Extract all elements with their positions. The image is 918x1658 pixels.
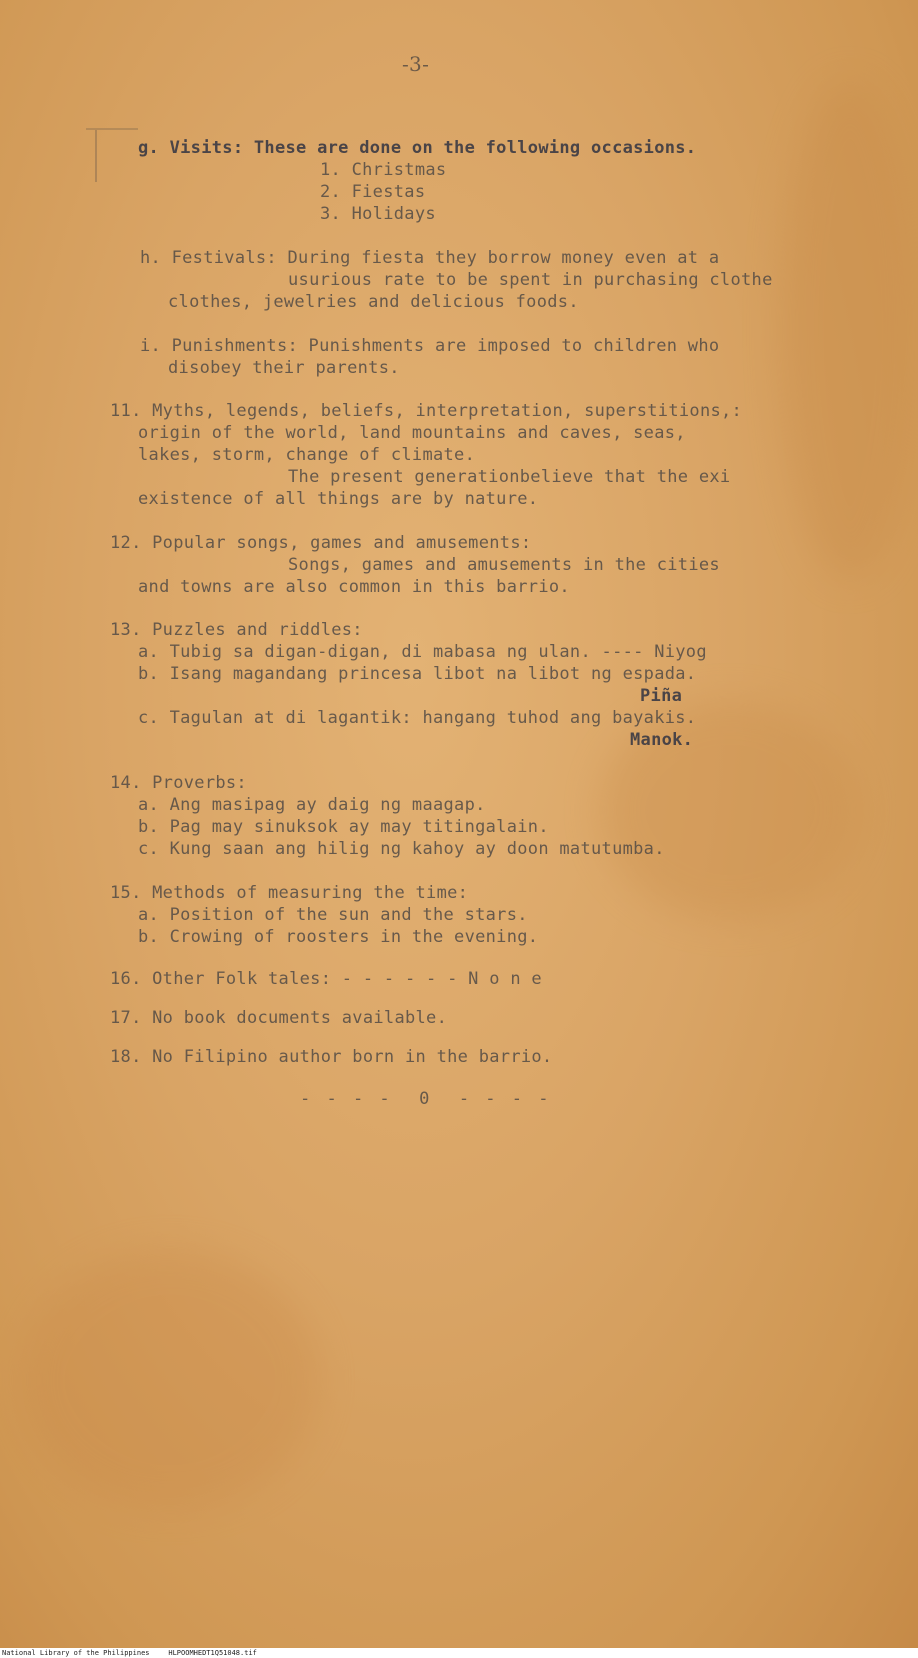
section-i-line-2: disobey their parents. bbox=[168, 358, 400, 378]
section-i-line-1: i. Punishments: Punishments are imposed to children who bbox=[140, 336, 720, 356]
section-11-line-3: lakes, storm, change of climate. bbox=[138, 445, 476, 465]
page-number: -3- bbox=[402, 52, 430, 76]
riddle-b-answer: Piña bbox=[640, 686, 683, 706]
section-11-line-4: The present generationbelieve that the exi bbox=[288, 467, 731, 487]
end-separator: - - - - 0 - - - - bbox=[300, 1089, 552, 1109]
riddle-c: c. Tagulan at di lagantik: hangang tuhod ang bayakis. bbox=[138, 708, 697, 728]
section-18: 18. No Filipino author born in the barrio. bbox=[110, 1047, 553, 1067]
section-h-line-1: h. Festivals: During fiesta they borrow money even at a bbox=[140, 248, 720, 268]
section-17: 17. No book documents available. bbox=[110, 1008, 448, 1028]
section-g-item-3: 3. Holidays bbox=[320, 204, 436, 224]
riddle-c-answer: Manok. bbox=[630, 730, 694, 750]
section-h-line-2: usurious rate to be spent in purchasing clothe bbox=[288, 270, 773, 290]
margin-mark bbox=[86, 128, 138, 130]
proverb-b: b. Pag may sinuksok ay may titingalain. bbox=[138, 817, 549, 837]
section-g-item-2: 2. Fiestas bbox=[320, 182, 426, 202]
section-12-line-2: Songs, games and amusements in the cities bbox=[288, 555, 720, 575]
section-11-line-1: 11. Myths, legends, beliefs, interpretation, superstitions,: bbox=[110, 401, 743, 421]
section-g-item-1: 1. Christmas bbox=[320, 160, 447, 180]
riddle-a: a. Tubig sa digan-digan, di mabasa ng ulan. ---- Niyog bbox=[138, 642, 707, 662]
riddle-b: b. Isang magandang princesa libot na libot ng espada. bbox=[138, 664, 697, 684]
paper-stain bbox=[780, 80, 918, 580]
section-15-heading: 15. Methods of measuring the time: bbox=[110, 883, 469, 903]
section-13-heading: 13. Puzzles and riddles: bbox=[110, 620, 363, 640]
section-11-line-2: origin of the world, land mountains and caves, seas, bbox=[138, 423, 686, 443]
footer-library: National Library of the Philippines bbox=[2, 1649, 150, 1657]
margin-mark bbox=[95, 130, 97, 182]
paper-stain bbox=[20, 1250, 320, 1510]
scan-footer bbox=[0, 1648, 918, 1658]
method-b: b. Crowing of roosters in the evening. bbox=[138, 927, 539, 947]
section-h-line-3: clothes, jewelries and delicious foods. bbox=[168, 292, 579, 312]
proverb-a: a. Ang masipag ay daig ng maagap. bbox=[138, 795, 486, 815]
section-11-line-5: existence of all things are by nature. bbox=[138, 489, 539, 509]
footer-filename: HLPOOMHEDT1Q51048.tif bbox=[168, 1649, 257, 1657]
section-12-line-3: and towns are also common in this barrio. bbox=[138, 577, 570, 597]
proverb-c: c. Kung saan ang hilig ng kahoy ay doon matutumba. bbox=[138, 839, 665, 859]
section-16: 16. Other Folk tales: - - - - - - N o n e bbox=[110, 969, 542, 989]
section-12-line-1: 12. Popular songs, games and amusements: bbox=[110, 533, 532, 553]
method-a: a. Position of the sun and the stars. bbox=[138, 905, 528, 925]
section-g-heading: g. Visits: These are done on the following occasions. bbox=[138, 138, 697, 158]
section-14-heading: 14. Proverbs: bbox=[110, 773, 247, 793]
